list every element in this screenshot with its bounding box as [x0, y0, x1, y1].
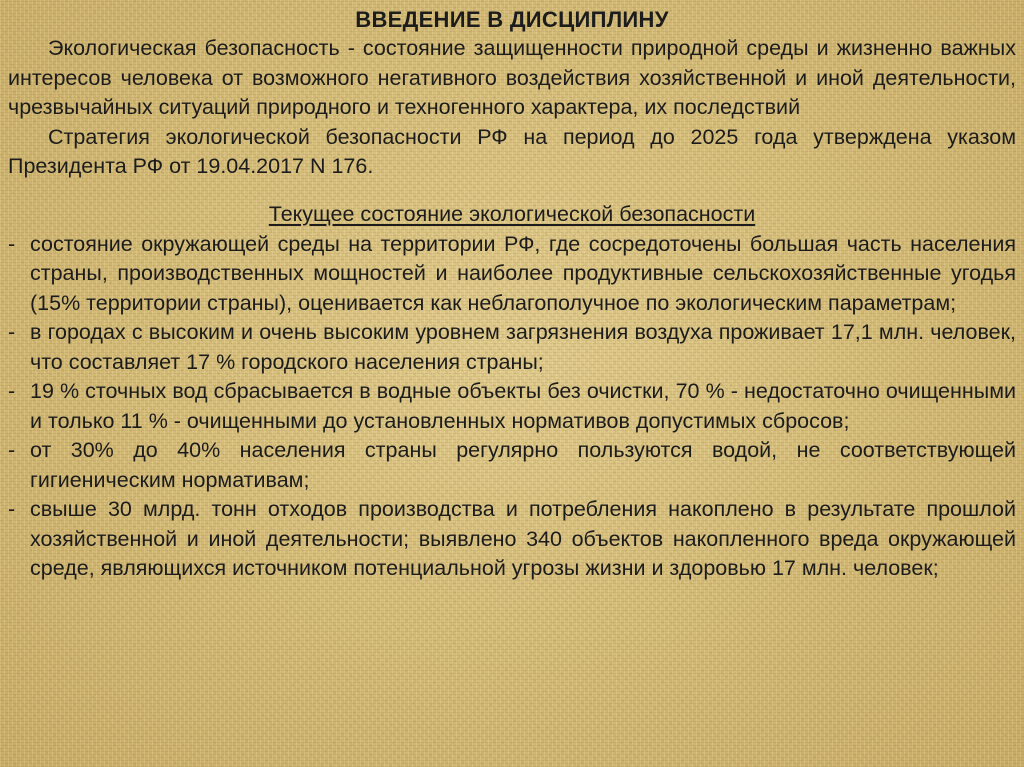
strategy-paragraph: Стратегия экологической безопасности РФ на период до 2025 года утверждена указом Президента РФ от 19.04.2017 N 176. — [8, 124, 1016, 178]
list-item-text: от 30% до 40% населения страны регулярно пользуются водой, не соответствующей гигиеническим нормативам; — [30, 438, 1016, 492]
list-item-text: свыше 30 млрд. тонн отходов производства и потребления накоплено в результате прошлой хозяйственной и иной деятельности; выявлено 340 объектов накопленного вреда окружающей среде, являющихся источником потенциальной угрозы жизни и здоровью 17 млн. человек; — [30, 497, 1016, 580]
list-item — [8, 436, 1016, 495]
list-item — [8, 495, 1016, 584]
bullet-dash: - — [8, 231, 16, 256]
section-title — [8, 200, 1016, 228]
list-item — [8, 377, 1016, 436]
bullet-dash: - — [8, 320, 16, 344]
bullet-dash: - — [8, 497, 16, 521]
section-title-text: Текущее состояние экологической безопасности — [268, 201, 756, 226]
slide-title: ВВЕДЕНИЕ В ДИСЦИПЛИНУ — [355, 7, 669, 32]
definition-paragraph: Экологическая безопасность - состояние защищенности природной среды и жизненно важных интересов человека от возможного негативного воздействия хозяйственной и иной деятельности, чрезвычайных ситуаций природного и техногенного характера, их последствий — [8, 36, 1016, 119]
bullet-dash: - — [8, 438, 16, 462]
list-item-text: в городах с высоким и очень высоким уровнем загрязнения воздуха проживает 17,1 млн. человек, что составляет 17 % городского населения страны; — [30, 320, 1016, 374]
bullet-dash: - — [8, 379, 16, 403]
list-item-text: 19 % сточных вод сбрасывается в водные объекты без очистки, 70 % - недостаточно очищенными и только 11 % - очищенными до установленных нормативов допустимых сбросов; — [30, 379, 1016, 433]
slide — [8, 2, 1016, 762]
list-item-text: состояние окружающей среды на территории РФ, где сосредоточены большая часть населения страны, производственных мощностей и наиболее продуктивные сельскохозяйственные угодья (15% территории страны), оценивается как неблагополучное по экологическим параметрам; — [30, 231, 1016, 315]
list-item — [8, 318, 1016, 377]
status-list — [8, 230, 1016, 584]
list-item — [8, 230, 1016, 319]
